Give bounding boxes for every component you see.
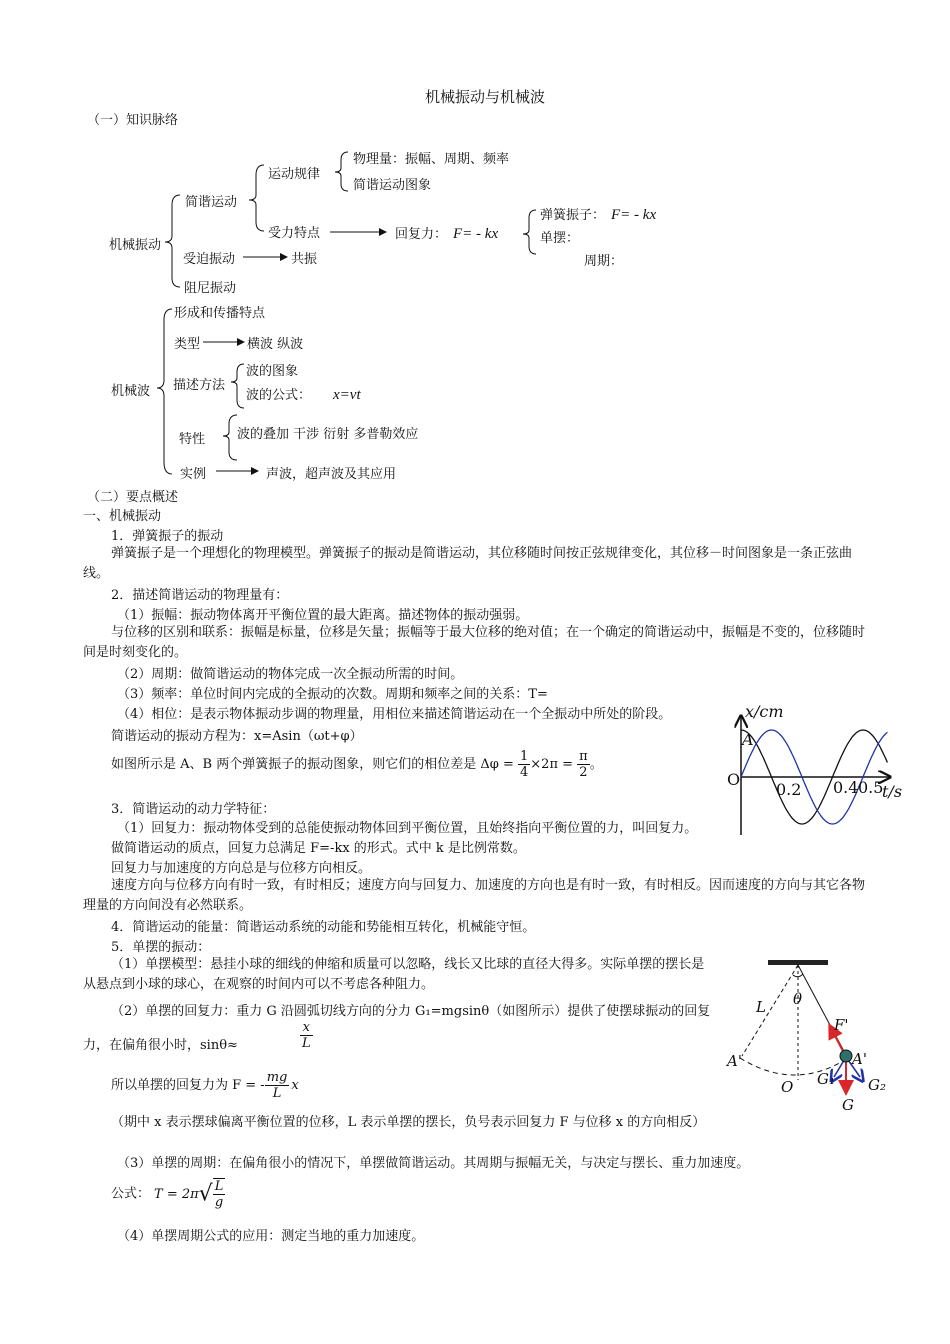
tree2-shili-value: 声波，超声波及其应用 <box>266 467 397 482</box>
pend-A-right: A' <box>852 1050 867 1068</box>
tree2-root: 机械波 <box>111 384 151 399</box>
phase-text: 如图所示是 A、B 两个弹簧振子的振动图象，则它们的相位差是 Δφ = <box>111 757 518 772</box>
sin-frac-den: L <box>302 1036 311 1051</box>
pend-theta: θ <box>793 990 803 1008</box>
phase-frac-1-num: 1 <box>520 749 529 764</box>
subheading-5: 5．单摆的振动： <box>111 940 211 955</box>
graph-t2: 0.4 <box>833 778 859 797</box>
page-title: 机械振动与机械波 <box>425 88 546 106</box>
tree1-zhouqi: 周期： <box>584 254 624 269</box>
huifu-label: 回复力： <box>395 227 448 242</box>
graph-t1: 0.2 <box>776 780 802 799</box>
huifu-formula: F= - kx <box>453 226 499 242</box>
pend-F: F' <box>834 1016 849 1034</box>
tree1-yundong: 运动规律 <box>268 167 321 182</box>
tanhuang-formula: F= - kx <box>611 207 657 223</box>
tree1-tuxiang: 简谐运动图象 <box>353 178 432 193</box>
para-5g: （4）单摆周期公式的应用：测定当地的重力加速度。 <box>117 1229 425 1244</box>
tree1-wuli: 物理量：振幅、周期、频率 <box>353 152 510 167</box>
period-frac-den: g <box>214 1195 224 1210</box>
para-2e: （4）相位：是表示物体振动步调的物理量，用相位来描述简谐运动在一个全振动中所处的阶段。 <box>117 707 672 722</box>
tree2-shili: 实例 <box>180 467 207 482</box>
tree1-zuni: 阻尼振动 <box>184 281 237 296</box>
para-1: 弹簧振子是一个理想化的物理模型。弹簧振子的振动是简谐运动，其位移随时间按正弦规律变化，其位移－时间图象是一条正弦曲线。 <box>83 546 853 581</box>
para-2a: （1）振幅：振动物体离开平衡位置的最大距离。描述物体的振动强弱。 <box>117 608 529 623</box>
sin-frac-num: x <box>300 1020 313 1036</box>
tree1-shouli: 受力特点 <box>268 226 321 241</box>
tree2-texing-value: 波的叠加 干涉 衍射 多普勒效应 <box>237 427 419 442</box>
period-formula: T = 2π <box>154 1186 199 1202</box>
restoring-frac-num: mg <box>266 1070 288 1085</box>
tanhuang-label: 弹簧振子： <box>540 208 606 223</box>
para-2c: （2）周期：做简谐运动的物体完成一次全振动所需的时间。 <box>117 667 464 682</box>
subheading-3: 3．简谐运动的动力学特征： <box>111 802 276 817</box>
para-3a: （1）回复力：振动物体受到的总能使振动物体回到平衡位置，且始终指向平衡位置的力，叫回复力。 <box>117 821 698 836</box>
para-2b: 与位移的区别和联系：振幅是标量，位移是矢量；振幅等于最大位移的绝对值；在一个确定的简谐运动中，振幅是不变的，位移随时间是时刻变化的。 <box>83 625 866 660</box>
pend-L: L <box>756 998 766 1016</box>
para-5b-text: （2）单摆的回复力：重力 G 沿圆弧切线方向的分力 G₁=mgsinθ（如图所示）提供了使摆球振动的回复力，在偏角很小时，sinθ≈ <box>83 1004 711 1053</box>
restoring-x: x <box>291 1078 299 1093</box>
tree1-root: 机械振动 <box>109 238 162 253</box>
graph-A: A <box>742 730 754 749</box>
subheading-4: 4．简谐运动的能量：简谐运动系统的动能和势能相互转化，机械能守恒。 <box>111 920 536 935</box>
tree2-leixing: 类型 <box>174 337 201 352</box>
tree2-botu: 波的图象 <box>246 364 299 379</box>
graph-xlabel: t/s <box>882 782 903 801</box>
tree1-shoupo: 受迫振动 <box>183 252 236 267</box>
restoring-text: 所以单摆的回复力为 F = - <box>111 1078 265 1093</box>
para-3c: 回复力与加速度的方向总是与位移方向相反。 <box>111 861 372 876</box>
para-2f: 简谐运动的振动方程为：x=Asin（ωt+φ） <box>111 729 363 744</box>
para-3d: 速度方向与位移方向有时一致，有时相反；速度方向与回复力、加速度的方向也是有时一致，有时相反。因而速度的方向与其它各物理量的方向间没有必然联系。 <box>83 878 866 913</box>
restoring-frac-den: L <box>272 1086 282 1101</box>
tree2-xingcheng: 形成和传播特点 <box>174 306 266 321</box>
bob <box>840 1050 852 1062</box>
phase-mid: ×2π = <box>530 757 578 772</box>
subheading-1: 1．弹簧振子的振动 <box>111 529 224 544</box>
graph-O: O <box>727 770 741 789</box>
phase-frac-1-den: 4 <box>520 765 529 780</box>
section-overview: （二）要点概述 <box>87 490 179 505</box>
tree1-danbai: 单摆： <box>540 231 580 246</box>
gongshi-label: 波的公式： <box>246 388 312 403</box>
pend-O: O <box>781 1078 794 1096</box>
tree1-jianxie: 简谐运动 <box>185 195 238 210</box>
graph-t3: 0.5 <box>858 778 884 797</box>
pend-G2: G₂ <box>868 1076 886 1094</box>
tree2-texing: 特性 <box>179 432 206 447</box>
subheading-2: 2．描述简谐运动的物理量有： <box>111 588 289 603</box>
pend-G: G <box>842 1096 854 1114</box>
period-frac-num: L <box>214 1179 224 1194</box>
para-5d: （期中 x 表示摆球偏离平衡位置的位移，L 表示单摆的摆长，负号表示回复力 F 与位移 x 的方向相反） <box>111 1115 706 1130</box>
graph-ylabel: x/cm <box>745 702 784 721</box>
para-5a: （1）单摆模型：悬挂小球的细线的伸缩和质量可以忽略，线长又比球的直径大得多。实际单摆的摆长是从悬点到小球的球心，在观察的时间内可以不考虑各种阻力。 <box>83 957 705 992</box>
phase-frac-2-num: π <box>579 749 588 764</box>
para-2d: （3）频率：单位时间内完成的全振动的次数。周期和频率之间的关系：T= <box>117 687 548 702</box>
ceiling <box>768 960 828 965</box>
section-knowledge: （一）知识脉络 <box>87 113 179 128</box>
formula-label: 公式： <box>111 1186 151 1202</box>
tree1-gongzhen: 共振 <box>291 252 318 267</box>
sqrt-sign: √ <box>198 1181 213 1207</box>
para-3b: 做简谐运动的质点，回复力总满足 F=-kx 的形式。式中 k 是比例常数。 <box>111 841 526 856</box>
tree2-hengbo: 横波 纵波 <box>247 337 304 352</box>
pend-A-left: A' <box>727 1052 742 1070</box>
phase-frac-2-den: 2 <box>579 765 588 780</box>
phase-end: 。 <box>589 757 603 772</box>
gongshi-formula: x=vt <box>333 387 361 403</box>
pend-G1: G₁ <box>817 1070 835 1088</box>
heading-vibration: 一、机械振动 <box>83 509 162 524</box>
tree2-miaoshu: 描述方法 <box>173 378 226 393</box>
para-5e: （3）单摆的周期：在偏角很小的情况下，单摆做简谐运动。其周期与振幅无关，与决定与摆长、重力加速度。 <box>117 1156 750 1171</box>
